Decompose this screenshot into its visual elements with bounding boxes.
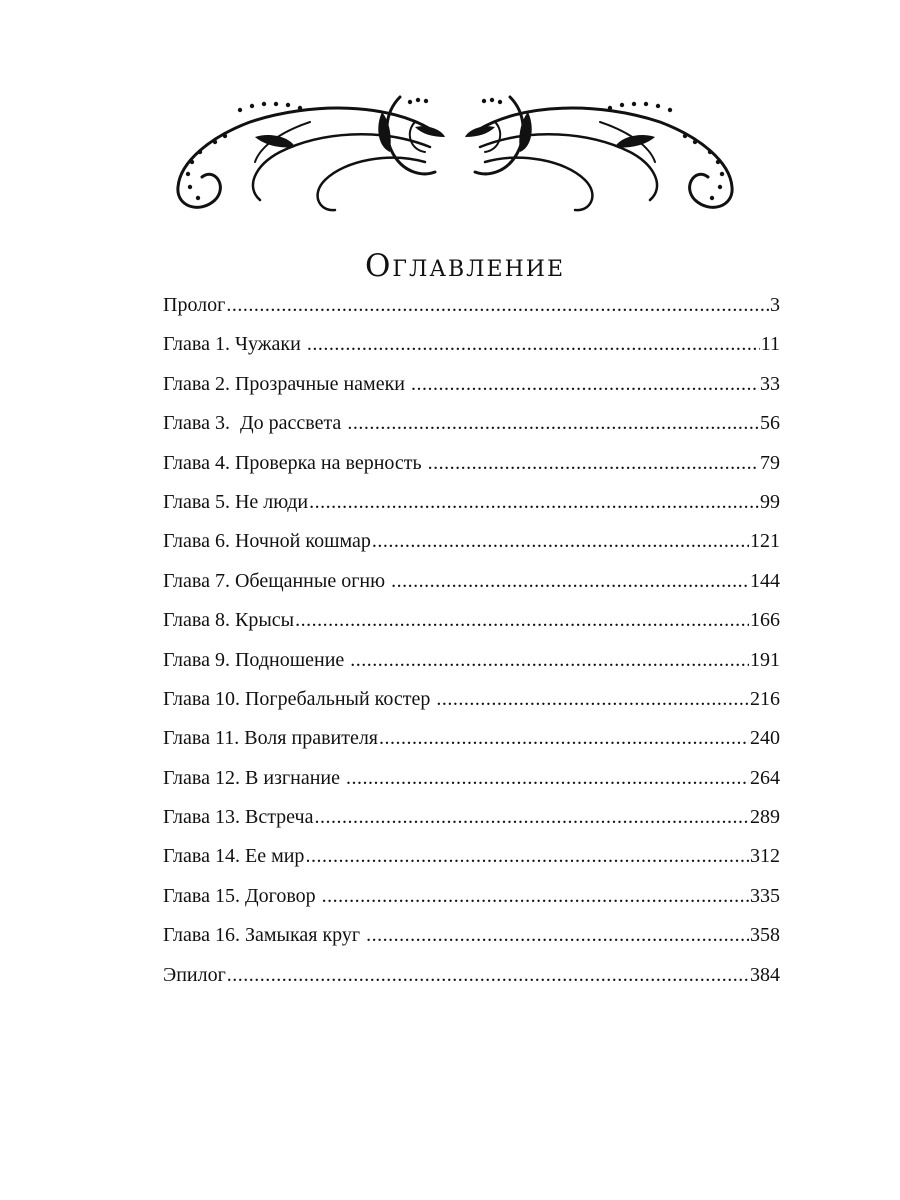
toc-entry <box>163 879 780 918</box>
dot-leader <box>322 879 749 913</box>
toc-entry-label: Глава 16. Замыкая круг <box>163 924 366 947</box>
toc-entry <box>163 446 780 485</box>
toc-entry-label: Глава 12. В изгнание <box>163 766 345 789</box>
toc-entry-label: Глава 6. Ночной кошмар <box>163 530 371 553</box>
toc-entry-page-number: 384 <box>750 963 780 986</box>
dot-leader <box>315 800 750 834</box>
toc-entry <box>163 918 780 957</box>
toc-entry <box>163 643 780 682</box>
toc-entry <box>163 721 780 760</box>
dot-leader <box>372 524 749 558</box>
toc-entry-label: Глава 10. Погребальный костер <box>163 687 436 710</box>
dot-leader <box>307 327 760 361</box>
dot-leader <box>379 721 749 755</box>
toc-entry-label: Глава 3. До рассвета <box>163 412 347 435</box>
toc-entry-page-number: 264 <box>750 766 780 789</box>
toc-entry-page-number: 121 <box>750 530 780 553</box>
dot-leader <box>411 367 759 401</box>
toc-entry-page-number: 191 <box>750 648 780 671</box>
toc-entry-page-number: 289 <box>750 806 780 829</box>
toc-entry-label: Пролог <box>163 294 226 316</box>
toc-entry <box>163 524 780 563</box>
toc-entry-label: Глава 7. Обещанные огню <box>163 569 391 592</box>
dot-leader <box>226 288 769 322</box>
toc-entry-label: Глава 11. Воля правителя <box>163 727 379 750</box>
toc-entry-label: Глава 4. Проверка на верность <box>163 451 427 474</box>
toc-entry <box>163 682 780 721</box>
table-of-contents <box>163 288 780 997</box>
toc-entry <box>163 564 780 603</box>
toc-entry-label: Глава 5. Не люди <box>163 490 309 513</box>
toc-entry-label: Глава 15. Договор <box>163 884 321 907</box>
toc-entry-label: Глава 8. Крысы <box>163 609 295 632</box>
dot-leader <box>350 643 749 677</box>
toc-entry-page-number: 56 <box>760 412 780 435</box>
dot-leader <box>391 564 749 598</box>
page-title: Оглавление <box>364 248 566 284</box>
toc-entry-page-number: 11 <box>760 333 780 356</box>
dot-leader <box>436 682 749 716</box>
dot-leader <box>309 485 759 519</box>
toc-entry-page-number: 99 <box>760 490 780 513</box>
decorative-flourish-ornament <box>160 92 750 222</box>
toc-entry <box>163 406 780 445</box>
toc-entry-page-number: 79 <box>760 451 780 474</box>
dot-leader <box>295 603 749 637</box>
toc-entry-page-number: 3 <box>770 294 780 316</box>
toc-entry <box>163 327 780 366</box>
toc-entry-page-number: 358 <box>750 924 780 947</box>
toc-entry <box>163 761 780 800</box>
toc-entry <box>163 603 780 642</box>
dot-leader <box>366 918 749 952</box>
toc-entry-page-number: 240 <box>750 727 780 750</box>
toc-entry <box>163 839 780 878</box>
dot-leader <box>428 446 759 480</box>
toc-entry-page-number: 335 <box>750 884 780 907</box>
toc-entry-page-number: 216 <box>750 687 780 710</box>
toc-entry-page-number: 33 <box>760 372 780 395</box>
toc-entry <box>163 958 780 997</box>
toc-entry-page-number: 312 <box>750 845 780 868</box>
toc-entry-label: Глава 13. Встреча <box>163 806 314 829</box>
dot-leader <box>346 761 749 795</box>
toc-entry-label: Эпилог <box>163 963 226 986</box>
dot-leader <box>227 958 749 992</box>
toc-entry-label: Глава 9. Подношение <box>163 648 350 671</box>
toc-entry-label: Глава 2. Прозрачные намеки <box>163 372 411 395</box>
toc-entry <box>163 367 780 406</box>
toc-entry <box>163 485 780 524</box>
toc-entry-label: Глава 1. Чужаки <box>163 333 306 356</box>
toc-entry-label: Глава 14. Ее мир <box>163 845 305 868</box>
toc-entry-page-number: 144 <box>750 569 780 592</box>
toc-entry <box>163 288 780 327</box>
toc-entry <box>163 800 780 839</box>
dot-leader <box>305 839 749 873</box>
toc-entry-page-number: 166 <box>750 609 780 632</box>
dot-leader <box>347 406 759 440</box>
